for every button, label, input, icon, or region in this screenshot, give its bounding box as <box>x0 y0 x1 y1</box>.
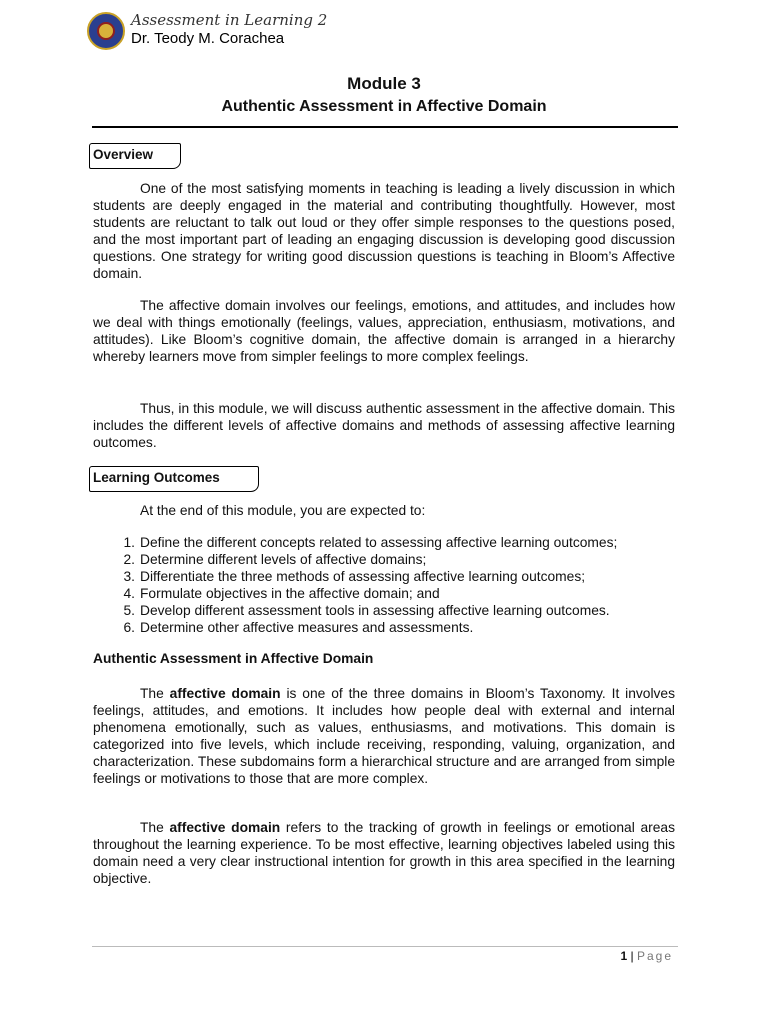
list-item: 1. Define the different concepts related to assessing affective learning outcomes; <box>123 535 618 550</box>
list-item: 4. Formulate objectives in the affective domain; and <box>123 586 440 601</box>
learning-outcomes-tag: Learning Outcomes <box>89 466 259 492</box>
module-subtitle: Authentic Assessment in Affective Domain <box>221 98 547 115</box>
list-item: 3. Differentiate the three methods of assessing affective learning outcomes; <box>123 569 586 584</box>
page-footer: 1 | Page <box>620 949 673 963</box>
list-item: 2. Determine different levels of affective domains; <box>123 552 427 567</box>
list-item: 5. Develop different assessment tools in assessing affective learning outcomes. <box>123 603 610 618</box>
overview-tag: Overview <box>89 143 181 169</box>
title-divider <box>92 126 678 128</box>
overview-paragraph-3: Thus, in this module, we will discuss authentic assessment in the affective domain. This includes the different levels of affective domains and methods of assessing affective learning outcomes. <box>93 401 675 450</box>
outcomes-intro: At the end of this module, you are expected to: <box>140 503 426 518</box>
page-label: Page <box>636 949 673 963</box>
course-title: Assessment in Learning 2 <box>131 11 328 29</box>
section-heading: Authentic Assessment in Affective Domain <box>93 651 374 666</box>
list-item: 6. Determine other affective measures and assessments. <box>123 620 474 635</box>
section-paragraph-1: The affective domain is one of the three domains in Bloom’s Taxonomy. It involves feelings, attitudes, and emotions. It includes how people deal with external and internal phenomena emotionally, such as values, enthusiasms, and motivations. This domain is categorized into five levels, which include receiving, responding, valuing, organization, and characterization. These subdomains form a hierarchical structure and are arranged from simple feelings or motivations to those that are more complex. <box>93 686 675 786</box>
outcomes-list <box>93 534 693 636</box>
page-number: 1 <box>620 949 628 963</box>
overview-paragraph-2: The affective domain involves our feelings, emotions, and attitudes, and includes how we deal with things emotionally (feelings, values, appreciation, enthusiasm, motivations, and attitudes). Like Bloom’s cognitive domain, the affective domain is arranged in a hierarchy whereby learners move from simpler feelings to more complex feelings. <box>93 298 675 364</box>
author-name: Dr. Teody M. Corachea <box>131 30 285 47</box>
module-title: Module 3 <box>347 74 421 93</box>
section-paragraph-2: The affective domain refers to the tracking of growth in feelings or emotional areas throughout the learning experience. To be most effective, learning objectives labeled using this domain need a very clear instructional intention for growth in this area specified in the learning objective. <box>93 820 676 886</box>
overview-paragraph-1: One of the most satisfying moments in teaching is leading a lively discussion in which students are deeply engaged in the material and contributing thoughtfully. However, most students are reluctant to talk out loud or they offer simple responses to the questions posed, and the most important part of leading an engaging discussion is developing good discussion questions. One strategy for writing good discussion questions is teaching in Bloom’s Affective domain. <box>93 181 675 281</box>
footer-divider <box>92 946 678 947</box>
university-seal-logo <box>87 12 125 50</box>
